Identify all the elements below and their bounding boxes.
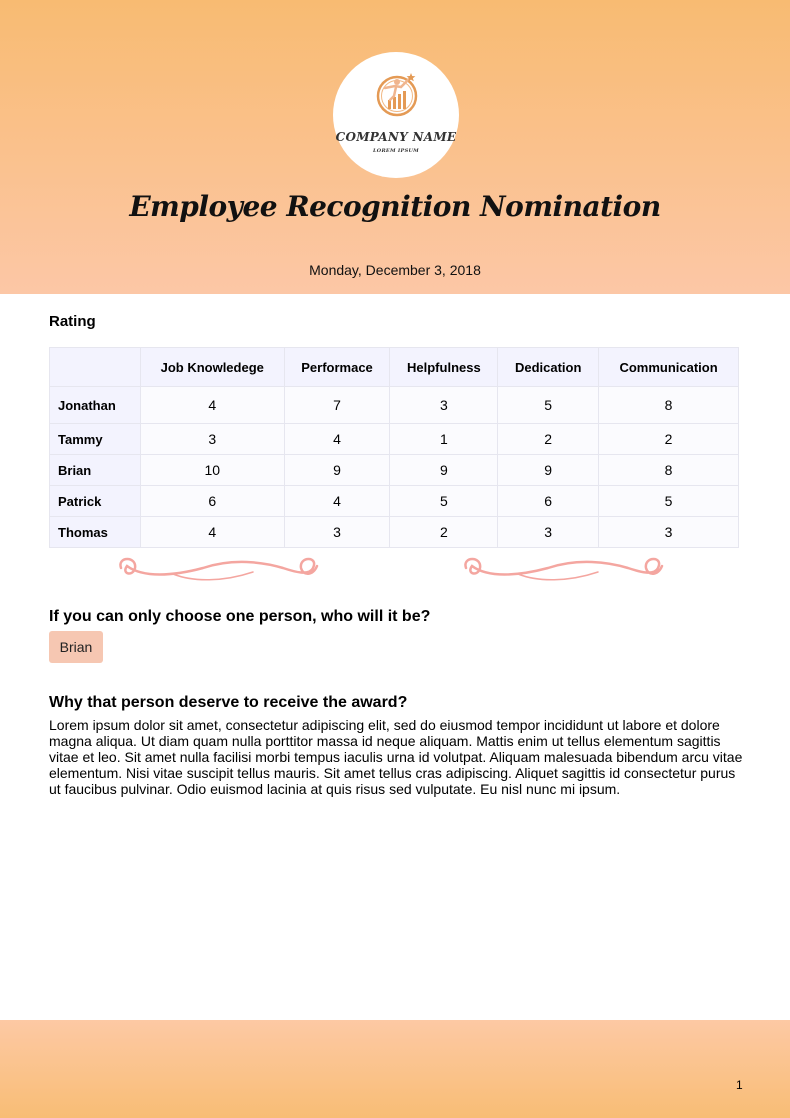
- employee-name: Patrick: [50, 486, 141, 517]
- employee-name: Tammy: [50, 424, 141, 455]
- score-cell: 3: [498, 517, 599, 548]
- document-date: Monday, December 3, 2018: [309, 262, 481, 278]
- score-cell: 3: [284, 517, 390, 548]
- score-cell: 6: [140, 486, 284, 517]
- rating-table: [49, 347, 739, 548]
- company-name: COMPANY NAME: [335, 130, 457, 144]
- score-cell: 3: [140, 424, 284, 455]
- table-row: [50, 455, 739, 486]
- choice-question: If you can only choose one person, who will it be?: [49, 608, 431, 625]
- column-header: Helpfulness: [390, 348, 498, 387]
- decorative-flourish-icon: [458, 552, 668, 584]
- score-cell: 4: [284, 424, 390, 455]
- header-banner: [0, 0, 790, 294]
- decorative-flourish-icon: [113, 552, 323, 584]
- score-cell: 5: [599, 486, 739, 517]
- table-header-corner: [50, 348, 141, 387]
- score-cell: 10: [140, 455, 284, 486]
- table-row: [50, 486, 739, 517]
- achievement-logo-icon: [373, 70, 421, 118]
- rating-section-label: Rating: [49, 313, 96, 330]
- score-cell: 9: [498, 455, 599, 486]
- page-number: 1: [736, 1078, 743, 1092]
- column-header: Job Knowledege: [140, 348, 284, 387]
- score-cell: 4: [140, 517, 284, 548]
- page-title: Employee Recognition Nomination: [129, 190, 661, 223]
- score-cell: 4: [140, 387, 284, 424]
- column-header: Performace: [284, 348, 390, 387]
- column-header: Dedication: [498, 348, 599, 387]
- footer-band: [0, 1020, 790, 1118]
- chosen-person-chip: Brian: [49, 631, 103, 663]
- score-cell: 3: [599, 517, 739, 548]
- reason-text: Lorem ipsum dolor sit amet, consectetur adipiscing elit, sed do eiusmod tempor incididunt ut labore et dolore magna aliqua. Ut diam quam nulla porttitor massa id neque aliquam. Mattis enim ut tellus elementum sagittis vitae et leo. Sit amet nulla facilisi morbi tempus iaculis urna id volutpat. Aliquam malesuada bibendum arcu vitae elementum. Nisi vitae suscipit tellus mauris. Sit amet tellus cras adipiscing. Aliquet sagittis id consectetur purus ut faucibus pulvinar. Odio euismod lacinia at quis risus sed vulputate. Eu nisl nunc mi ipsum.: [49, 717, 743, 797]
- column-header: Communication: [599, 348, 739, 387]
- table-row: [50, 517, 739, 548]
- employee-name: Thomas: [50, 517, 141, 548]
- score-cell: 5: [498, 387, 599, 424]
- score-cell: 5: [390, 486, 498, 517]
- score-cell: 7: [284, 387, 390, 424]
- score-cell: 6: [498, 486, 599, 517]
- score-cell: 2: [498, 424, 599, 455]
- employee-name: Brian: [50, 455, 141, 486]
- score-cell: 1: [390, 424, 498, 455]
- table-row: [50, 387, 739, 424]
- score-cell: 9: [284, 455, 390, 486]
- score-cell: 2: [390, 517, 498, 548]
- score-cell: 9: [390, 455, 498, 486]
- score-cell: 4: [284, 486, 390, 517]
- employee-name: Jonathan: [50, 387, 141, 424]
- score-cell: 8: [599, 455, 739, 486]
- table-row: [50, 424, 739, 455]
- score-cell: 2: [599, 424, 739, 455]
- reason-question: Why that person deserve to receive the award?: [49, 694, 408, 711]
- score-cell: 3: [390, 387, 498, 424]
- table-header-row: [50, 348, 739, 387]
- score-cell: 8: [599, 387, 739, 424]
- company-tagline: LOREM IPSUM: [372, 148, 420, 154]
- company-logo: [333, 52, 459, 178]
